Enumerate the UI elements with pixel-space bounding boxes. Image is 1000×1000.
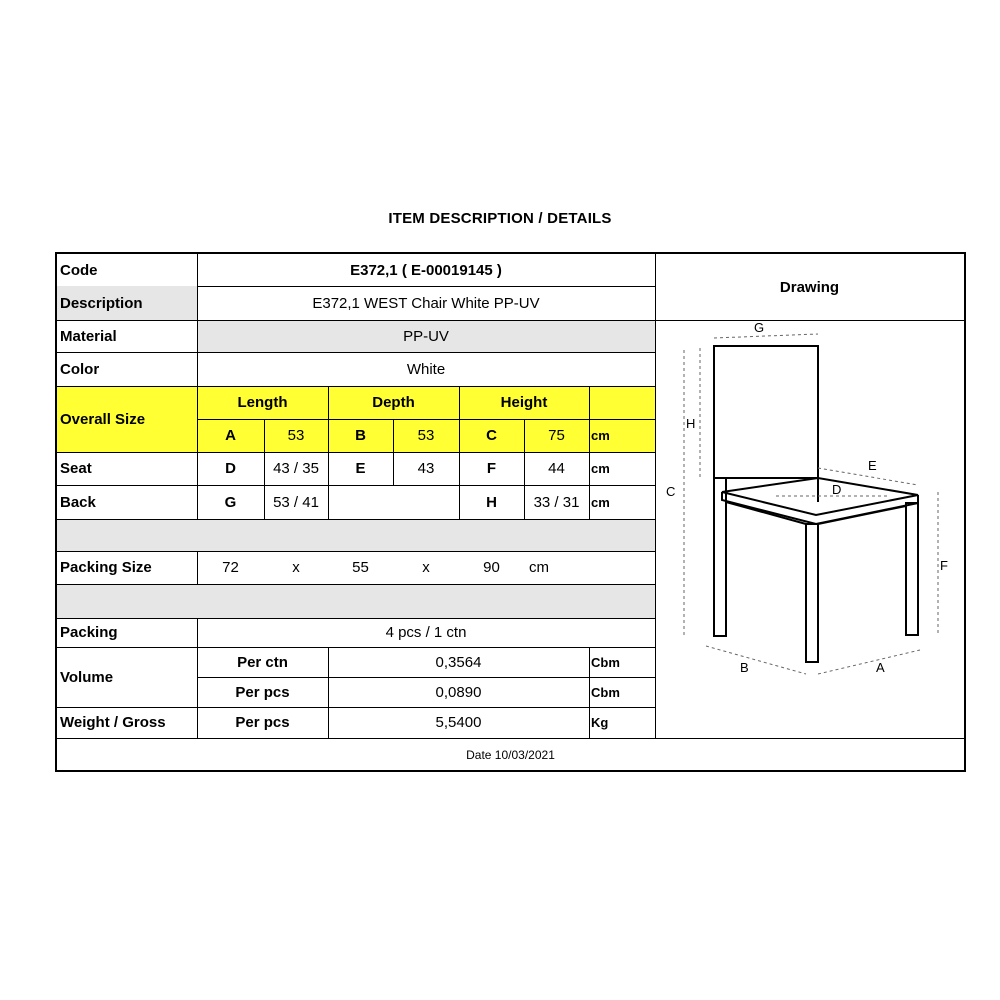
seat-label: Seat [60, 460, 92, 477]
packing-value: 4 pcs / 1 ctn [385, 624, 467, 641]
dim-label-a: A [876, 660, 885, 675]
description-label: Description [60, 294, 143, 312]
description-value: E372,1 WEST Chair White PP-UV [312, 294, 540, 312]
spacer-row-1 [57, 519, 655, 551]
weight-per-label: Per pcs [235, 714, 290, 731]
volume-label: Volume [60, 668, 114, 686]
depth-letter: B [355, 427, 366, 444]
packing-size-x2: x [422, 559, 430, 576]
height-header: Height [500, 394, 548, 411]
back-h-value: 33 / 31 [533, 493, 580, 511]
dim-label-h: H [686, 416, 696, 431]
volume-per-pcs-unit: Cbm [591, 684, 620, 700]
back-unit: cm [591, 494, 610, 510]
volume-per-ctn-value: 0,3564 [435, 653, 482, 671]
dim-label-f: F [940, 558, 948, 573]
packing-label: Packing [60, 624, 118, 641]
seat-e-value: 43 [417, 460, 435, 477]
drawing-heading: Drawing [779, 278, 840, 296]
weight-label: Weight / Gross [60, 714, 166, 731]
item-details-table [55, 252, 966, 772]
chair-outline [714, 346, 918, 662]
dim-label-c: C [666, 484, 676, 499]
chair-dimension-drawing [656, 320, 964, 738]
material-label: Material [60, 327, 117, 345]
dim-label-d: D [832, 482, 842, 497]
color-value: White [406, 360, 446, 378]
code-value: E372,1 ( E-00019145 ) [350, 261, 502, 279]
overall-size-unit: cm [591, 428, 610, 443]
back-label: Back [60, 493, 96, 511]
height-value: 75 [548, 427, 565, 444]
back-h-letter: H [486, 493, 497, 511]
code-label: Code [60, 261, 98, 279]
packing-size-x1: x [292, 559, 300, 576]
seat-unit: cm [591, 461, 610, 476]
seat-f-letter: F [486, 460, 497, 477]
packing-size-height: 90 [483, 559, 500, 576]
length-value: 53 [287, 427, 305, 444]
weight-value: 5,5400 [435, 714, 482, 731]
dim-label-g: G [754, 320, 765, 335]
dim-label-b: B [740, 660, 749, 675]
page-title: ITEM DESCRIPTION / DETAILS [388, 210, 612, 227]
volume-per-pcs-value: 0,0890 [435, 683, 482, 701]
seat-f-value: 44 [548, 460, 565, 477]
volume-per-ctn-label: Per ctn [237, 653, 288, 671]
depth-value: 53 [417, 427, 435, 444]
seat-d-value: 43 / 35 [273, 460, 319, 477]
packing-size-unit: cm [529, 559, 549, 576]
back-g-letter: G [224, 493, 237, 511]
packing-size-width: 55 [352, 559, 369, 576]
packing-size-length: 72 [222, 559, 239, 576]
volume-per-pcs-label: Per pcs [235, 683, 290, 701]
overall-size-label: Overall Size [60, 410, 146, 428]
weight-unit: Kg [591, 715, 609, 730]
length-header: Length [237, 394, 288, 411]
packing-size-label: Packing Size [60, 559, 152, 576]
height-letter: C [486, 427, 497, 444]
seat-d-letter: D [225, 460, 236, 477]
seat-e-letter: E [355, 460, 366, 477]
date-footer: Date 10/03/2021 [466, 747, 555, 762]
depth-header: Depth [372, 394, 415, 411]
length-letter: A [225, 427, 236, 444]
volume-per-ctn-unit: Cbm [591, 654, 620, 670]
spacer-row-2 [57, 584, 655, 618]
material-value: PP-UV [403, 327, 449, 345]
dimension-lines [684, 334, 938, 674]
dim-label-e: E [868, 458, 877, 473]
color-label: Color [60, 360, 100, 378]
back-g-value: 53 / 41 [273, 493, 319, 511]
